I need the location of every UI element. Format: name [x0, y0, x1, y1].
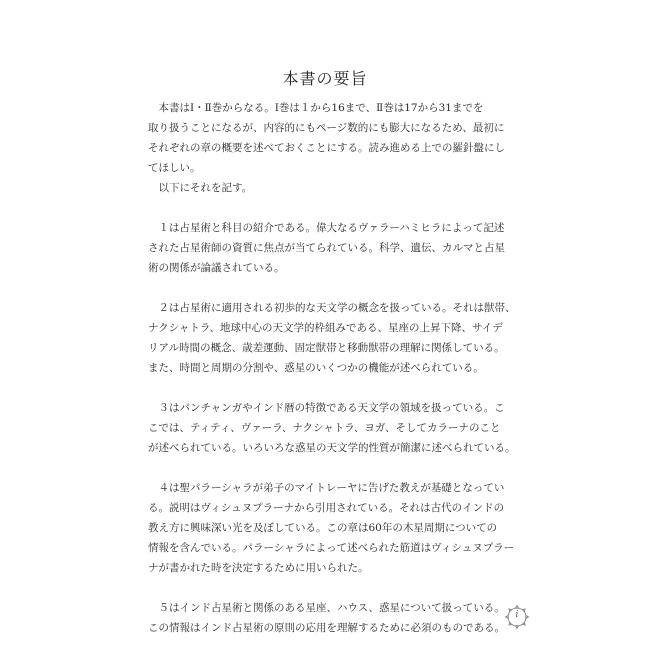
text-line: ４は聖パラーシャラが弟子のマイトレーヤに告げた教えが基礎となってい [148, 482, 505, 494]
text-line: 以下にそれを記す。 [148, 182, 253, 194]
paragraph-gap [148, 278, 518, 298]
text-line: また、時間と周期の分割や、惑星のいくつかの機能が述べられている。 [148, 362, 484, 374]
page-title: 本書の要旨 [282, 69, 368, 88]
paragraph-gap [148, 458, 518, 478]
paragraph-gap [148, 198, 518, 218]
paragraph [148, 398, 518, 458]
text-line: 教え方に興味深い光を及ぼしている。この章は60年の木星周期についての [148, 522, 498, 534]
text-line: リアル時間の概念、歳差運動、固定獣帯と移動獣帯の理解に関係している。 [148, 342, 505, 354]
text-line: る。説明はヴィシュヌプラーナから引用されている。それは古代のインドの [148, 502, 505, 514]
paragraph-gap [148, 578, 518, 598]
text-line: てほしい。 [148, 162, 201, 174]
text-line: 情報を含んでいる。パラーシャラによって述べられた筋道はヴィシュヌプラー [148, 542, 515, 554]
text-line: ５はインド占星術と関係のある星座、ハウス、惑星について扱っている。 [148, 602, 505, 614]
text-line: ナが書かれた時を決定するために用いられた。 [148, 562, 369, 574]
text-line: 取り扱うことになるが、内容的にもページ数的にも膨大になるため、最初に [148, 122, 505, 134]
text-line: 本書はⅠ・Ⅱ巻からなる。Ⅰ巻は１から16まで、Ⅱ巻は17から31までを [148, 102, 484, 114]
body-text [148, 98, 518, 638]
paragraph [148, 478, 518, 578]
text-line: こでは、ティティ、ヴァーラ、ナクシャトラ、ヨガ、そしてカラーナのこと [148, 422, 501, 434]
text-line: ３はパンチャンガやインド暦の特徴である天文学の領域を扱っている。こ [148, 402, 505, 414]
text-line: ２は占星術に適用される初歩的な天文学の概念を扱っている。それは獣帯、 [148, 302, 516, 314]
text-line: この情報はインド占星術の原則の応用を理解するために必須のものである。 [148, 622, 505, 634]
paragraph [148, 218, 518, 278]
paragraph [148, 598, 518, 638]
text-line: それぞれの章の概要を述べておくことにする。読み進める上での羅針盤にし [148, 142, 505, 154]
text-line: ナクシャトラ、地球中心の天文学的枠組みである、星座の上昇下降、サイデ [148, 322, 503, 334]
page-number-ornament [503, 603, 531, 631]
text-line: された占星術師の資質に焦点が当てられている。科学、遺伝、カルマと占星 [148, 242, 505, 254]
page-number: i [515, 610, 519, 620]
paragraph [148, 298, 518, 378]
text-line: が述べられている。いろいろな惑星の天文学的性質が簡潔に述べられている。 [148, 442, 516, 454]
paragraph-gap [148, 378, 518, 398]
paragraph [148, 98, 518, 198]
text-line: 術の関係が論議されている。 [148, 262, 285, 274]
text-line: １は占星術と科目の紹介である。偉大なるヴァラーハミヒラによって記述 [148, 222, 505, 234]
